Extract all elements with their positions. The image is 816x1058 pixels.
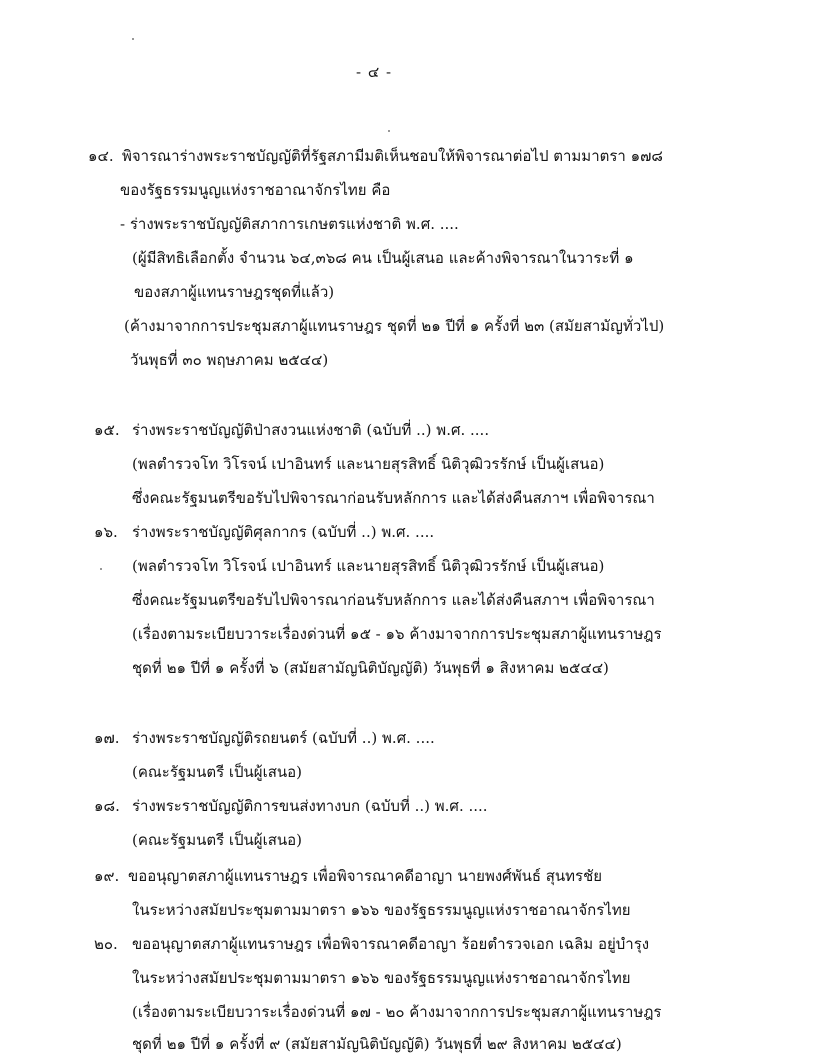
- item-text-line: ของสภาผู้แทนราษฎรชุดที่แล้ว): [134, 283, 335, 301]
- item-text-line: ร่างพระราชบัญญัติป่าสงวนแห่งชาติ (ฉบับที่ ..) พ.ศ. ....: [132, 421, 490, 439]
- item-text-line: (เรื่องตามระเบียบวาระเรื่องด่วนที่ ๑๕ - ๑๖ ค้างมาจากการประชุมสภาผู้แทนราษฎร: [132, 625, 662, 643]
- item-text-line: (พลตำรวจโท วิโรจน์ เปาอินทร์ และนายสุรสิทธิ์ นิติวุฒิวรรักษ์ เป็นผู้เสนอ): [132, 455, 605, 473]
- page-number: - ๔ -: [356, 63, 393, 81]
- item-text-line: ร่างพระราชบัญญัติศุลกากร (ฉบับที่ ..) พ.ศ. ....: [132, 523, 435, 541]
- item-number: ๑๘.: [94, 797, 120, 815]
- item-text-line: ร่างพระราชบัญญัติการขนส่งทางบก (ฉบับที่ ..) พ.ศ. ....: [132, 797, 488, 815]
- item-text-line: (เรื่องตามระเบียบวาระเรื่องด่วนที่ ๑๗ - ๒๐ ค้างมาจากการประชุมสภาผู้แทนราษฎร: [132, 1003, 662, 1021]
- item-text-line: ซึ่งคณะรัฐมนตรีขอรับไปพิจารณาก่อนรับหลักการ และได้ส่งคืนสภาฯ เพื่อพิจารณา: [132, 489, 655, 507]
- scan-speck: [236, 954, 238, 956]
- item-number: ๑๙.: [94, 867, 120, 885]
- item-text-line: ของรัฐธรรมนูญแห่งราชอาณาจักรไทย คือ: [120, 181, 391, 199]
- item-number: ๑๔.: [88, 147, 114, 165]
- item-text-line: ชุดที่ ๒๑ ปีที่ ๑ ครั้งที่ ๙ (สมัยสามัญนิติบัญญัติ) วันพุธที่ ๒๙ สิงหาคม ๒๕๔๔): [132, 1035, 622, 1053]
- item-text-line: (คณะรัฐมนตรี เป็นผู้เสนอ): [132, 763, 302, 781]
- scan-speck: [132, 38, 134, 40]
- item-text-line: - ร่างพระราชบัญญัติสภาการเกษตรแห่งชาติ พ.ศ. ....: [120, 215, 459, 233]
- item-text-line: พิจารณาร่างพระราชบัญญัติที่รัฐสภามีมติเห็นชอบให้พิจารณาต่อไป ตามมาตรา ๑๗๘: [122, 147, 663, 165]
- item-text-line: ในระหว่างสมัยประชุมตามมาตรา ๑๖๖ ของรัฐธรรมนูญแห่งราชอาณาจักรไทย: [132, 901, 631, 919]
- item-text-line: (พลตำรวจโท วิโรจน์ เปาอินทร์ และนายสุรสิทธิ์ นิติวุฒิวรรักษ์ เป็นผู้เสนอ): [132, 557, 605, 575]
- item-text-line: ชุดที่ ๒๑ ปีที่ ๑ ครั้งที่ ๖ (สมัยสามัญนิติบัญญัติ) วันพุธที่ ๑ สิงหาคม ๒๕๔๔): [132, 659, 609, 677]
- item-number: ๑๗.: [94, 729, 120, 747]
- scan-speck: [100, 568, 102, 570]
- item-text-line: ขออนุญาตสภาผู้แทนราษฎร เพื่อพิจารณาคดีอาญา ร้อยตำรวจเอก เฉลิม อยู่บำรุง: [132, 935, 650, 953]
- item-text-line: (ค้างมาจากการประชุมสภาผู้แทนราษฎร ชุดที่ ๒๑ ปีที่ ๑ ครั้งที่ ๒๓ (สมัยสามัญทั่วไป): [124, 317, 665, 335]
- item-number: ๑๕.: [94, 421, 120, 439]
- item-text-line: (ผู้มีสิทธิเลือกตั้ง จำนวน ๖๔,๓๖๘ คน เป็นผู้เสนอ และค้างพิจารณาในวาระที่ ๑: [132, 249, 634, 267]
- item-text-line: ร่างพระราชบัญญัติรถยนตร์ (ฉบับที่ ..) พ.ศ. ....: [132, 729, 435, 747]
- scan-speck: [388, 130, 390, 132]
- item-number: ๒๐.: [94, 935, 118, 953]
- item-text-line: วันพุธที่ ๓๐ พฤษภาคม ๒๕๔๔): [130, 351, 329, 369]
- item-text-line: ขออนุญาตสภาผู้แทนราษฎร เพื่อพิจารณาคดีอาญา นายพงศ์พันธ์ สุนทรชัย: [128, 867, 603, 885]
- item-number: ๑๖.: [94, 523, 118, 541]
- item-text-line: ซึ่งคณะรัฐมนตรีขอรับไปพิจารณาก่อนรับหลักการ และได้ส่งคืนสภาฯ เพื่อพิจารณา: [132, 591, 655, 609]
- item-text-line: ในระหว่างสมัยประชุมตามมาตรา ๑๖๖ ของรัฐธรรมนูญแห่งราชอาณาจักรไทย: [132, 969, 631, 987]
- item-text-line: (คณะรัฐมนตรี เป็นผู้เสนอ): [132, 831, 302, 849]
